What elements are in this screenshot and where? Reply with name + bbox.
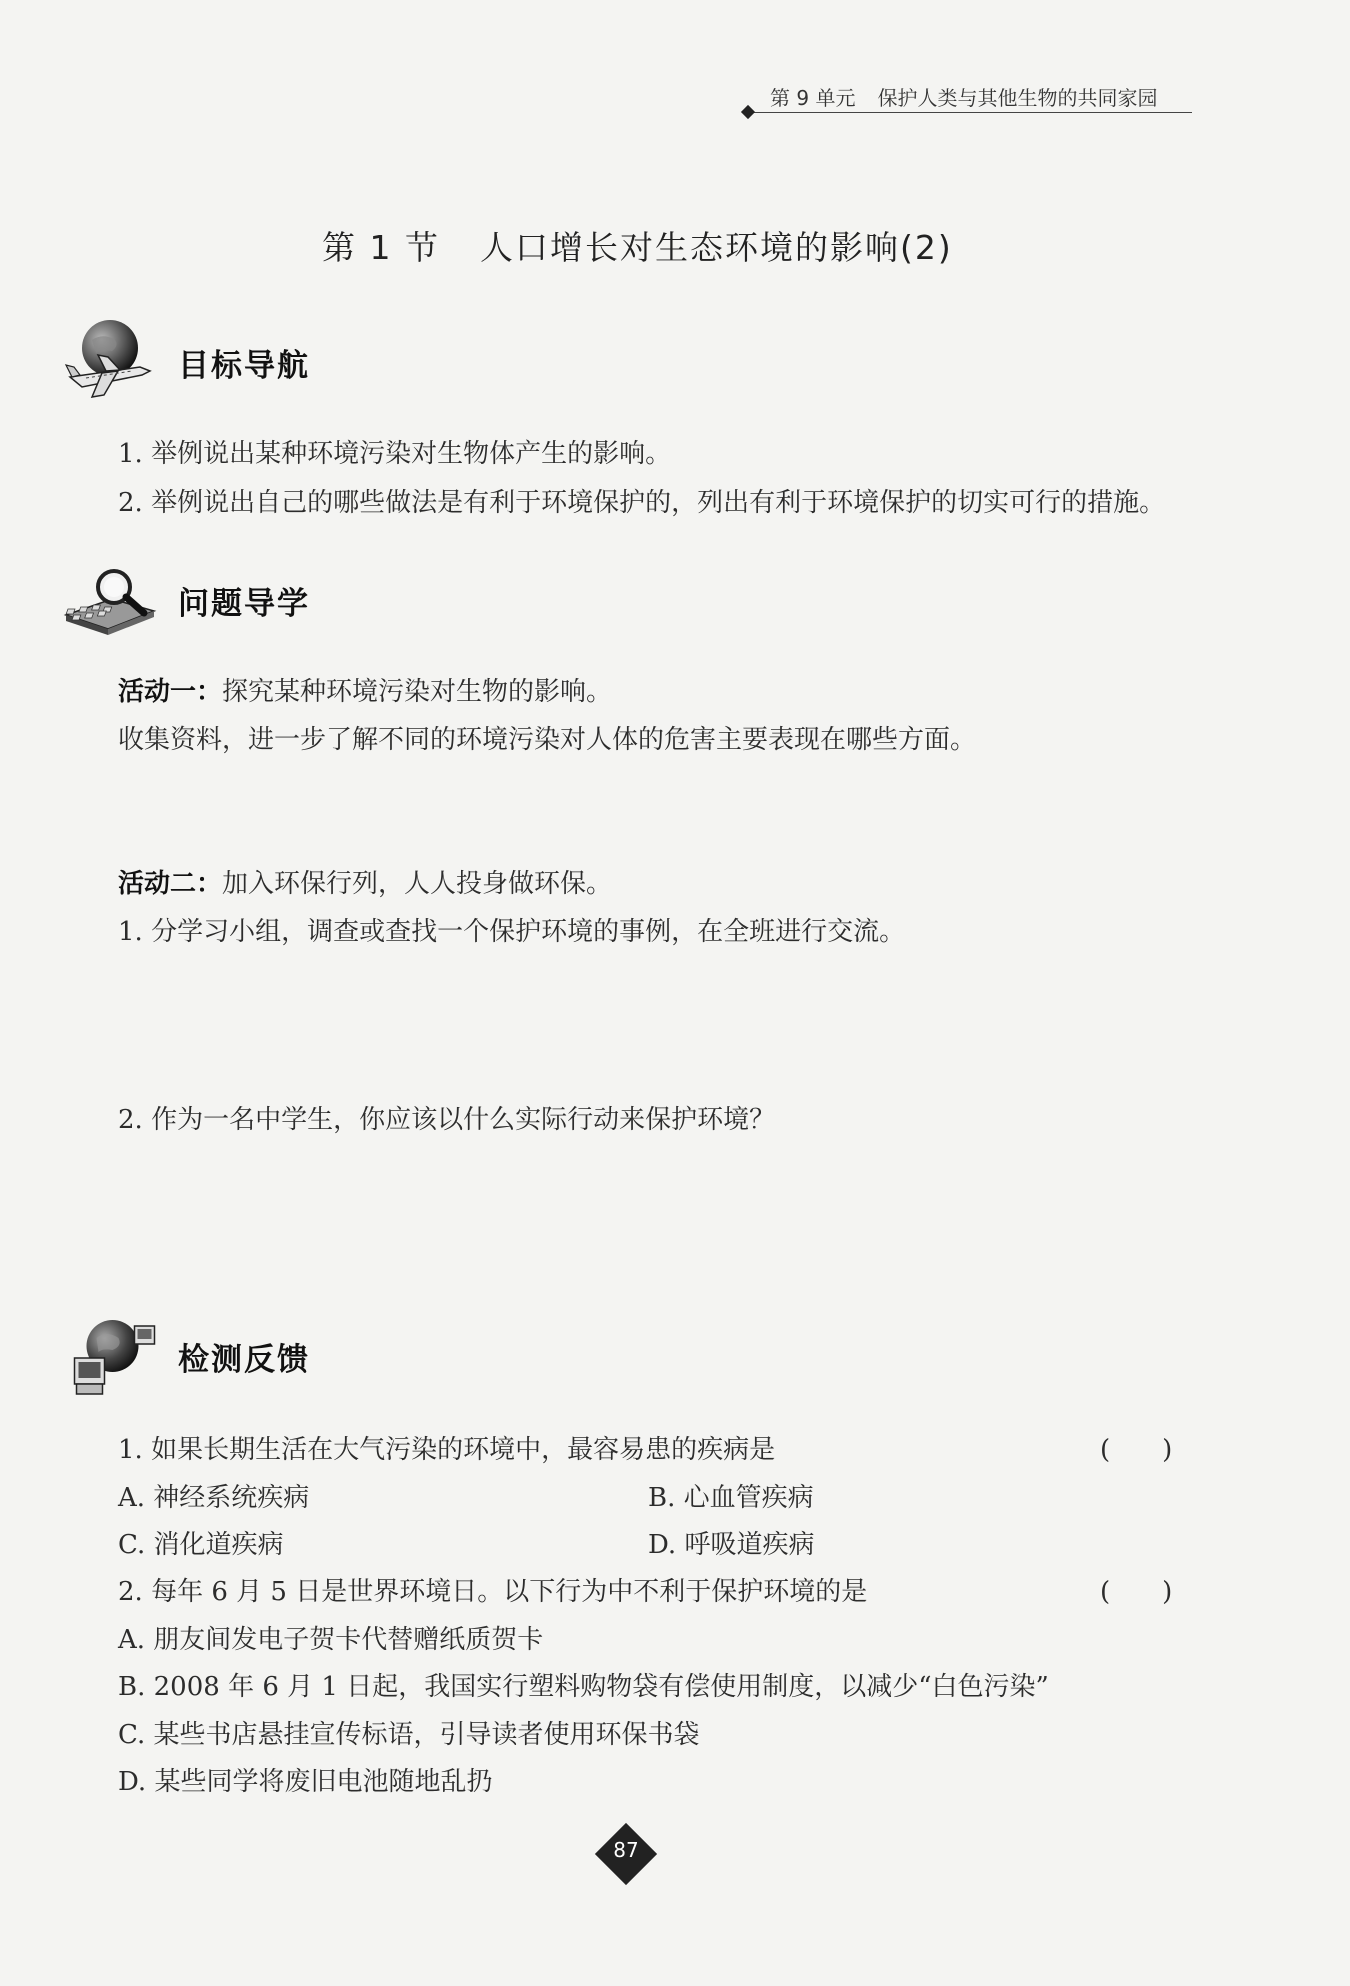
activity1-title: 探究某种环境污染对生物的影响。	[222, 677, 613, 707]
goal-item-1: 1. 举例说出某种环境污染对生物体产生的影响。	[118, 439, 672, 469]
activity1-label: 活动一：	[118, 677, 223, 707]
header-rule	[748, 112, 1192, 113]
question-1-option-b[interactable]: B. 心血管疾病	[648, 1483, 814, 1513]
question-2-answer-blank[interactable]: ( )	[1100, 1577, 1173, 1607]
header-diamond-icon	[741, 105, 755, 119]
lesson-title	[322, 222, 1022, 272]
question-2-option-b[interactable]: B. 2008 年 6 月 1 日起，我国实行塑料购物袋有偿使用制度，以减少“白色污染”	[118, 1672, 1049, 1702]
question-1-stem: 1. 如果长期生活在大气污染的环境中，最容易患的疾病是	[118, 1435, 776, 1465]
question-1-option-d[interactable]: D. 呼吸道疾病	[648, 1530, 815, 1560]
question-1-option-a[interactable]: A. 神经系统疾病	[118, 1483, 310, 1513]
activity2-title: 加入环保行列，人人投身做环保。	[222, 869, 613, 899]
question-2-stem: 2. 每年 6 月 5 日是世界环境日。以下行为中不利于保护环境的是	[118, 1577, 868, 1607]
question-2-option-d[interactable]: D. 某些同学将废旧电池随地乱扔	[118, 1767, 493, 1797]
globe-computer-icon	[70, 1312, 165, 1402]
activity2-item-1: 1. 分学习小组，调查或查找一个保护环境的事例，在全班进行交流。	[118, 917, 906, 947]
question-2-option-c[interactable]: C. 某些书店悬挂宣传标语，引导读者使用环保书袋	[118, 1720, 700, 1750]
section-heading-guide: 问题导学	[178, 586, 310, 622]
question-1-option-c[interactable]: C. 消化道疾病	[118, 1530, 284, 1560]
lesson-section-number: 第 1 节	[322, 228, 440, 267]
section-heading-goals: 目标导航	[178, 348, 310, 384]
activity2-item-2: 2. 作为一名中学生，你应该以什么实际行动来保护环境？	[118, 1105, 776, 1135]
magnifier-keyboard-icon	[62, 560, 157, 650]
unit-number: 第 9 单元	[770, 86, 856, 110]
globe-airplane-icon	[62, 315, 157, 405]
activity1-text: 收集资料，进一步了解不同的环境污染对人体的危害主要表现在哪些方面。	[118, 725, 977, 755]
question-1-answer-blank[interactable]: ( )	[1100, 1435, 1173, 1465]
activity1-line	[118, 674, 612, 710]
running-header	[770, 82, 1190, 112]
section-heading-feedback: 检测反馈	[178, 1342, 310, 1378]
lesson-title-text: 人口增长对生态环境的影响(2)	[479, 228, 953, 267]
page-number: 87	[613, 1838, 639, 1862]
goal-item-2: 2. 举例说出自己的哪些做法是有利于环境保护的，列出有利于环境保护的切实可行的措施。	[118, 488, 1166, 518]
activity2-line	[118, 866, 612, 902]
activity2-label: 活动二：	[118, 869, 223, 899]
question-2-option-a[interactable]: A. 朋友间发电子贺卡代替赠纸质贺卡	[118, 1625, 544, 1655]
unit-title: 保护人类与其他生物的共同家园	[877, 86, 1158, 110]
